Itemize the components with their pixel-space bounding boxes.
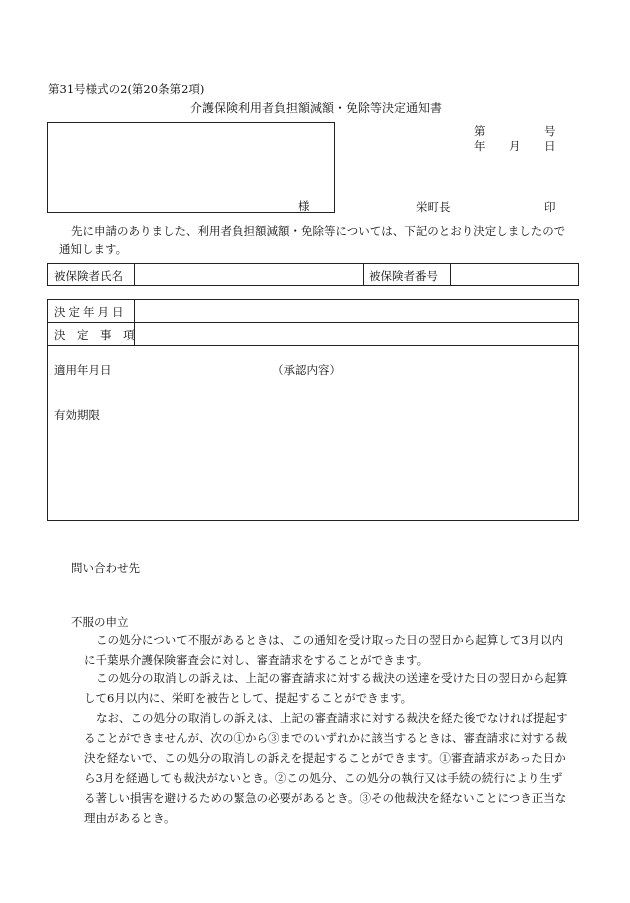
date-year: 年 [474, 139, 486, 153]
decision-table-row-line [47, 345, 579, 346]
objection-p3-line: ら3月を経過しても裁決がないとき。②この処分、この処分の執行又は手続の続行により生ず [84, 771, 563, 785]
date-day: 日 [544, 139, 556, 153]
objection-heading: 不服の申立 [71, 615, 129, 629]
approval-content-label: （承認内容） [272, 363, 341, 377]
contact-label: 問い合わせ先 [71, 561, 140, 575]
date-month: 月 [509, 139, 521, 153]
objection-p3-line: ることができませんが、次の①から③までのいずれかに該当するときは、審査請求に対する裁 [84, 731, 567, 745]
objection-p1-line: に千葉県介護保険審査会に対し、審査請求をすることができます。 [84, 653, 429, 667]
objection-p3-line: る著しい損害を避けるための緊急の必要があるとき。③その他裁決を経ないことにつき正当な [84, 791, 567, 805]
intro-line-2: 通知します。 [59, 242, 128, 256]
objection-paragraph-1 [84, 630, 584, 670]
insured-number-label: 被保険者番号 [369, 269, 438, 283]
insured-table-divider [134, 263, 135, 286]
document-title: 介護保険利用者負担額減額・免除等決定通知書 [190, 101, 443, 115]
insured-name-label: 被保険者氏名 [54, 269, 123, 283]
decision-item-label: 決 定 事 項 [54, 328, 135, 342]
apply-date-label: 適用年月日 [54, 363, 112, 377]
recipient-address-box [47, 122, 335, 213]
objection-paragraph-2 [84, 668, 584, 708]
objection-paragraph-3 [84, 708, 584, 828]
insured-table-divider [363, 263, 364, 286]
objection-p2-line: この処分の取消しの訴えは、上記の審査請求に対する裁決の送達を受けた日の翌日から起算 [96, 671, 568, 685]
decision-table-row-line [47, 322, 579, 323]
objection-p2-line: して6月以内に、栄町を被告として、提起することができます。 [84, 691, 413, 705]
issuer-seal: 印 [544, 200, 556, 214]
form-number: 第31号様式の2(第20条第2項) [48, 82, 205, 96]
objection-p3-line: 理由があるとき。 [84, 811, 176, 825]
insured-table [47, 263, 579, 286]
objection-p1-line: この処分について不服があるときは、この通知を受け取った日の翌日から起算して3月以内 [96, 633, 564, 647]
validity-period-label: 有効期限 [54, 408, 100, 422]
recipient-honorific: 様 [298, 199, 310, 213]
insured-table-divider [450, 263, 451, 286]
document-number-prefix: 第 [474, 124, 486, 138]
objection-p3-line: なお、この処分の取消しの訴えは、上記の審査請求に対する裁決を経た後でなければ提起す [96, 711, 568, 725]
objection-p3-line: 決を経ないで、この処分の取消しの訴えを提起することができます。①審査請求があった日か [84, 751, 566, 765]
document-number-suffix: 号 [544, 124, 556, 138]
intro-line-1: 先に申請のありました、利用者負担額減額・免除等については、下記のとおり決定しましたので [71, 224, 566, 238]
decision-date-label: 決定年月日 [54, 305, 127, 319]
issuer-name: 栄町長 [416, 200, 451, 214]
